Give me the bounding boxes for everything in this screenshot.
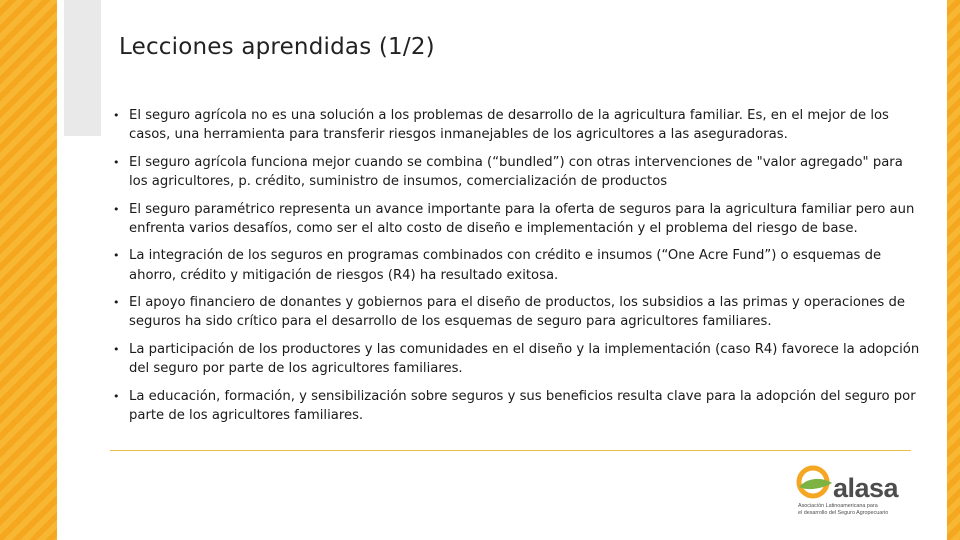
logo-subtitle-line1: Asociación Latinoamericana para <box>798 503 878 509</box>
bullet-item <box>110 200 922 239</box>
bullet-text: La integración de los seguros en programas combinados con crédito e insumos (“One Acre Fund”) o esquemas de ahorro, crédito y mitigación de riesgos (R4) ha resultado exitosa. <box>129 248 882 283</box>
bullet-marker: • <box>113 389 120 403</box>
bullet-item <box>110 340 922 379</box>
slide-title: Lecciones aprendidas (1/2) <box>119 34 435 60</box>
left-decorative-bar <box>0 0 57 540</box>
bullet-text: El apoyo financiero de donantes y gobiernos para el diseño de productos, los subsidios a las primas y operaciones de seguros ha sido crítico para el desarrollo de los esquemas de seguro para agricultores familiares. <box>129 295 905 330</box>
right-decorative-bar <box>947 0 960 540</box>
bullet-text: La participación de los productores y las comunidades en el diseño y la implementación (caso R4) favorece la adopción del seguro por parte de los agricultores familiares. <box>129 341 920 377</box>
bullet-text: La educación, formación, y sensibilización sobre seguros y sus beneficios resulta clave para la adopción del seguro por parte de los agricultores familiares. <box>129 388 916 423</box>
logo-wordmark: alasa <box>833 473 899 503</box>
bullet-marker: • <box>113 249 120 263</box>
bullet-marker: • <box>113 155 120 169</box>
bullet-item <box>110 246 922 285</box>
bullet-marker: • <box>113 109 120 122</box>
bullet-item <box>110 387 922 426</box>
bullet-marker: • <box>113 296 120 310</box>
bullet-item <box>110 293 922 332</box>
bullet-item <box>110 106 922 145</box>
footer-divider <box>110 450 911 451</box>
bullet-marker: • <box>113 202 120 216</box>
bullet-item <box>110 153 922 192</box>
bullet-list <box>110 106 922 433</box>
bullet-text: El seguro agrícola no es una solución a los problemas de desarrollo de la agricultura familiar. Es, en el mejor de los casos, una herramienta para transferir riesgos inmanejables de los agricultores a las aseguradoras. <box>129 108 889 143</box>
bullet-text: El seguro paramétrico representa un avance importante para la oferta de seguros para la agricultura familiar pero aun enfrenta varios desafíos, como ser el alto costo de diseño e implementación y el problema del riesgo de base. <box>129 201 915 236</box>
sun-leaf-icon <box>796 465 836 503</box>
bullet-text: El seguro agrícola funciona mejor cuando se combina (“bundled”) con otras intervenciones de "valor agregado" para los agricultores, p. crédito, suministro de insumos, comercialización de productos <box>129 154 903 190</box>
alasa-logo <box>796 465 908 521</box>
title-accent-block <box>64 0 101 136</box>
bullet-marker: • <box>113 342 120 356</box>
logo-subtitle-line2: el desarrollo del Seguro Agropecuario <box>798 510 889 516</box>
